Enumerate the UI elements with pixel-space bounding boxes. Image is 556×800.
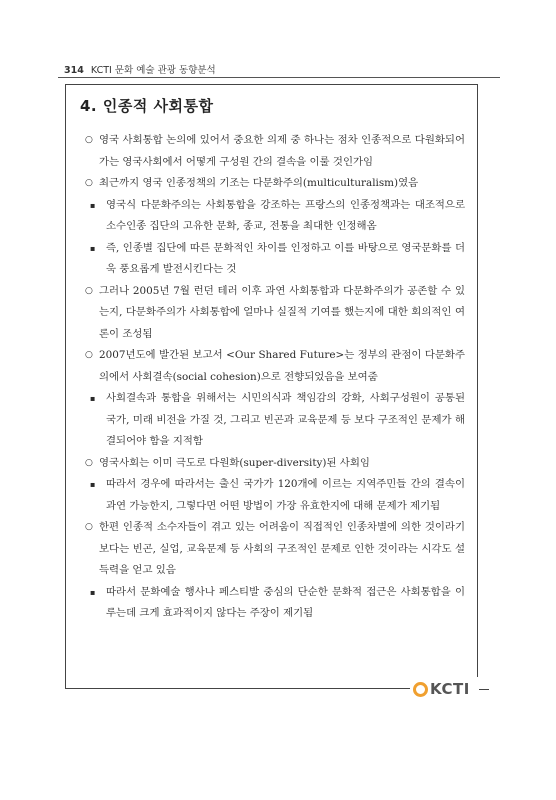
circle-bullet-icon: ○ [85,350,93,360]
logo-text: KCTI [430,680,470,698]
running-header [64,62,216,76]
bullet-list [85,130,465,625]
bullet-item [85,345,465,388]
sub-bullet-item [85,238,465,281]
circle-bullet-icon: ○ [85,457,93,468]
sub-bullet-item [85,474,465,517]
bullet-text: 사회결속과 통합을 위해서는 시민의식과 책임감의 강화, 사회구성원이 공통된 국가, 미래 비전을 가질 것, 그리고 빈곤과 교육문제 등 보다 구조적인 문제가 해결되어야 함을 지적함 [106,392,465,447]
square-bullet-icon: ▪ [90,200,96,210]
bullet-item [85,173,465,195]
bullet-item [85,281,465,346]
bullet-item [85,517,465,582]
logo-circle-icon [413,682,428,697]
bullet-item [85,453,465,475]
bullet-text: 그러나 2005년 7월 런던 테러 이후 과연 사회통합과 다문화주의가 공존할 수 있는지, 다문화주의가 사회통합에 얼마나 실질적 기여를 했는지에 대한 회의적인 여론이 조성됨 [99,284,465,340]
circle-bullet-icon: ○ [85,178,93,188]
circle-bullet-icon: ○ [85,285,93,296]
square-bullet-icon: ▪ [90,243,96,253]
bullet-item [85,130,465,173]
circle-bullet-icon: ○ [85,135,93,145]
running-title: KCTI 문화 예술 관광 동향분석 [90,65,216,76]
bullet-text: 한편 인종적 소수자들이 겪고 있는 어려움이 직접적인 인종차별에 의한 것이라기보다는 빈곤, 실업, 교육문제 등 사회의 구조적인 문제로 인한 것이라는 시각도 설득력을 얻고 있음 [99,521,465,576]
bullet-text: 2007년도에 발간된 보고서 <Our Shared Future>는 정부의 관점이 다문화주의에서 사회결속(social cohesion)으로 전향되었음을 보여줌 [99,349,465,383]
bullet-text: 따라서 문화예술 행사나 페스티발 중심의 단순한 문화적 접근은 사회통합을 이루는데 크게 효과적이지 않다는 주장이 제기됨 [106,585,465,619]
square-bullet-icon: ▪ [90,587,96,597]
circle-bullet-icon: ○ [85,522,93,532]
footer-rule [479,689,489,690]
sub-bullet-item [85,195,465,238]
section-title: 4. 인종적 사회통합 [80,97,214,115]
bullet-text: 영국사회는 이미 극도로 다원화(super-diversity)된 사회임 [99,456,370,469]
bullet-text: 따라서 경우에 따라서는 출신 국가가 120개에 이르는 지역주민들 간의 결속이 과연 가능한지, 그렇다면 어떤 방법이 가장 유효한지에 대해 문제가 제기됨 [106,478,465,512]
square-bullet-icon: ▪ [90,394,96,403]
bullet-text: 영국식 다문화주의는 사회통합을 강조하는 프랑스의 인종정책과는 대조적으로 소수인종 집단의 고유한 문화, 종교, 전통을 최대한 인정해옴 [106,198,465,232]
kcti-logo [410,677,480,701]
square-bullet-icon: ▪ [90,480,96,489]
bullet-text: 최근까지 영국 인종정책의 기조는 다문화주의(multiculturalism)였음 [99,177,419,189]
page-number: 314 [64,65,84,76]
bullet-text: 영국 사회통합 논의에 있어서 중요한 의제 중 하나는 점차 인종적으로 다원화되어가는 영국사회에서 어떻게 구성원 간의 결속을 이룰 것인가임 [99,134,465,168]
sub-bullet-item [85,388,465,453]
bullet-text: 즉, 인종별 집단에 따른 문화적인 차이를 인정하고 이를 바탕으로 영국문화를 더욱 풍요롭게 발전시킨다는 것 [106,241,465,275]
header-rule [58,77,500,78]
sub-bullet-item [85,582,465,625]
